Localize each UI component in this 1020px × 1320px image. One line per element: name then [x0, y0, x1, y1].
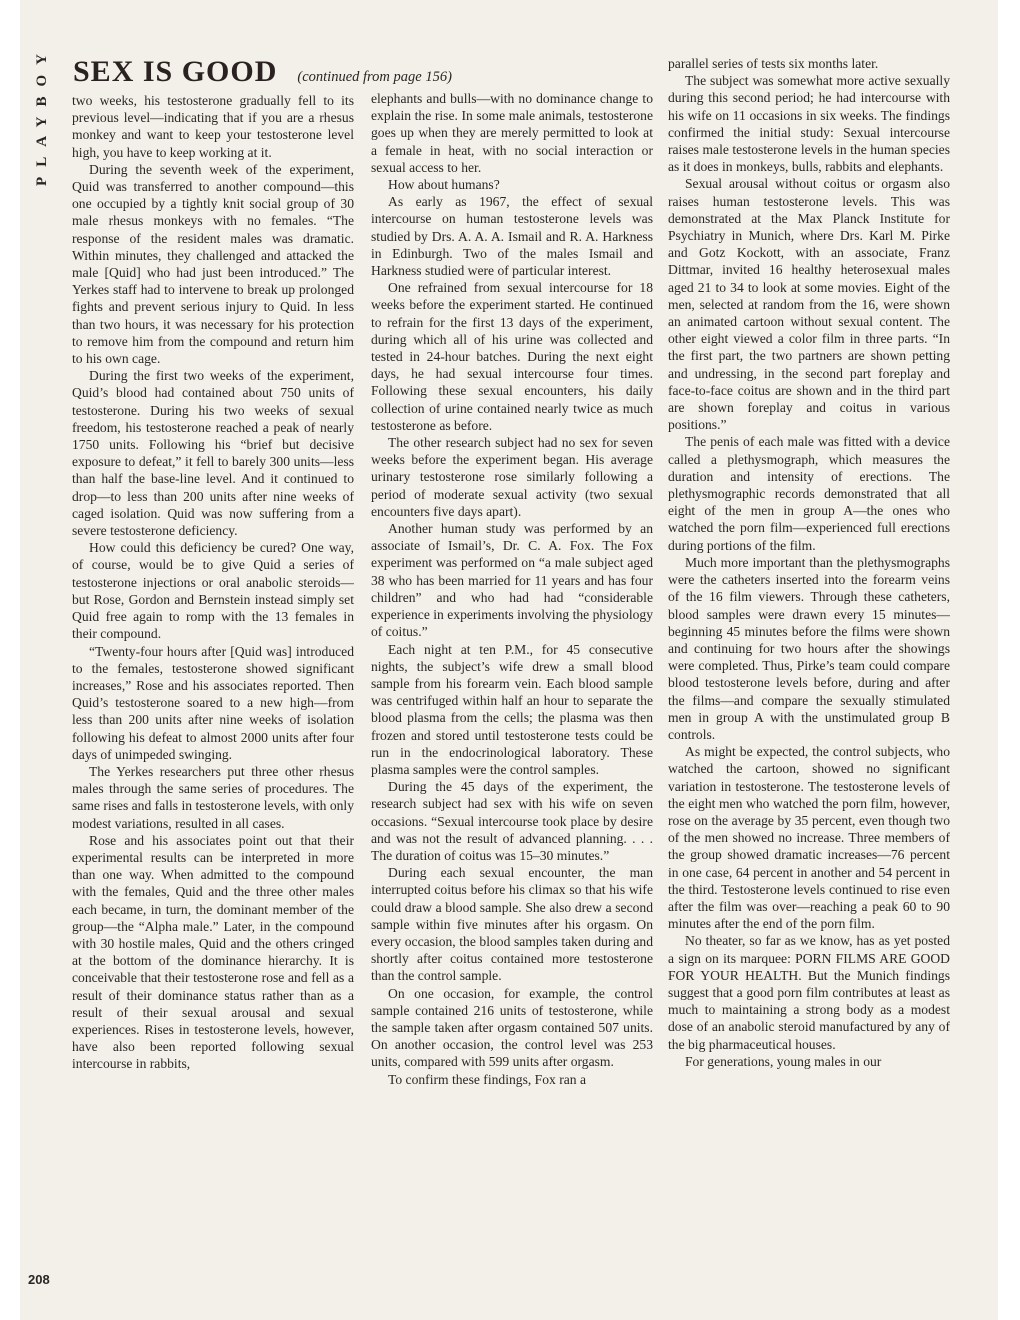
paragraph: parallel series of tests six months later.	[668, 56, 879, 71]
paragraph: No theater, so far as we know, has as yet posted a sign on its marquee: PORN FILMS ARE GOOD FOR YOUR HEALTH. But the Munich findings suggest that a good porn film contributes at least as much to maintaining a strong body as a modest dose of an anabolic steroid manufactured by any of the big pharmaceutical houses.	[668, 933, 950, 1052]
paragraph: Rose and his associates point out that their experimental results can be interpreted in more than one way. When admitted to the compound with the females, Quid and the three other males each became, in turn, the dominant member of the group—the “Alpha male.” Later, in the compound with 30 hostile males, Quid and the others cringed at the bottom of the dominance hierarchy. It is conceivable that their testosterone rose and fell as a result of their dominance status rather than as a result of their sexual arousal and sexual experiences. Rises in testosterone levels, however, have also been reported following sexual intercourse in rabbits,	[72, 832, 354, 1072]
magazine-name: PLAYBOY	[34, 44, 50, 186]
text-column-3	[668, 0, 950, 1296]
paragraph: Much more important than the plethysmographs were the catheters inserted into the forearm veins of the 16 film viewers. Through these catheters, blood samples were drawn every 15 minutes—beginning 45 minutes before the films were shown and continuing for two hours after the showings were completed. Thus, Pirke’s team could compare blood testosterone levels before, during and after the films—and compare the sexually stimulated men in group A with the unstimulated group B controls.	[668, 554, 950, 742]
paragraph: During the first two weeks of the experiment, Quid’s blood had contained about 750 units of testosterone. During his two weeks of sexual freedom, his testosterone reached a peak of nearly 1750 units. Following his “brief but decisive exposure to defeat,” it fell to barely 300 units—less than half the base-line level. And it continued to drop—to less than 200 units after nine weeks of caged isolation. Quid was now suffering from a severe testosterone deficiency.	[72, 368, 354, 539]
paragraph: Sexual arousal without coitus or orgasm also raises human testosterone levels. This was demonstrated at the Max Planck Institute for Psychiatry in Munich, where Drs. Karl M. Pirke and Gotz Kockott, with an associate, Franz Dittmar, invited 16 healthy heterosexual males aged 21 to 34 to look at some movies. Eight of the men, selected at random from the 16, were shown an animated cartoon without sexual content. The other eight viewed a color film in three parts. “In the first part, the two partners are shown petting and undressing, in the second part foreplay and face-to-face coitus are shown and in the third part are shown foreplay and coitus in various positions.”	[668, 176, 950, 433]
text-column-2	[371, 0, 653, 1296]
page-number: 208	[28, 1272, 50, 1287]
paragraph: During the seventh week of the experiment, Quid was transferred to another compound—this one occupied by a tightly knit social group of 30 male rhesus monkeys with no females. “The response of the resident males was dramatic. Within minutes, they challenged and attacked the male [Quid] who had just been introduced.” The Yerkes staff had to intervene to break up prolonged fights and prevent serious injury to Quid. In less than two hours, it was necessary for his protection to remove him from the compound and return him to his own cage.	[72, 161, 354, 367]
paragraph: One refrained from sexual intercourse for 18 weeks before the experiment started. He continued to refrain for the first 13 days of the experiment, during which all of his urine was collected and tested in 24-hour batches. During the next eight days, he had sexual intercourse four times. Following these sexual encounters, his daily collection of urine contained nearly twice as much testosterone as before.	[371, 280, 653, 433]
paragraph: During the 45 days of the experiment, the research subject had sex with his wife on seven occasions. “Sexual intercourse took place by desire and was not the result of advanced planning. . . . The duration of coitus was 15–30 minutes.”	[371, 779, 653, 863]
magazine-page	[20, 0, 998, 1320]
paragraph: two weeks, his testosterone gradually fell to its previous level—indicating that if you are a rhesus monkey and want to keep your testosterone level high, you have to keep working at it.	[72, 93, 354, 160]
paragraph: How could this deficiency be cured? One way, of course, would be to give Quid a series of testosterone injections or oral anabolic steroids—but Rose, Gordon and Bernstein instead simply set Quid free again to romp with the 13 females in their compound.	[72, 540, 354, 642]
paragraph: elephants and bulls—with no dominance change to explain the rise. In some male animals, testosterone goes up when they are merely permitted to look at a female in heat, with no social interaction or sexual access to her.	[371, 91, 653, 175]
paragraph: On one occasion, for example, the control sample contained 216 units of testosterone, while the sample taken after orgasm contained 507 units. On another occasion, the control level was 253 units, compared with 599 units after orgasm.	[371, 985, 653, 1070]
paragraph: The Yerkes researchers put three other rhesus males through the same series of procedures. The same rises and falls in testosterone levels, with only modest variations, resulted in all cases.	[72, 763, 354, 831]
paragraph: During each sexual encounter, the man interrupted coitus before his climax so that his wife could draw a blood sample. She also drew a second sample within five minutes after his orgasm. On every occasion, the blood samples taken during and shortly after coitus contained more testosterone than the control sample.	[371, 865, 653, 984]
paragraph: As early as 1967, the effect of sexual intercourse on human testosterone levels was studied by Drs. A. A. A. Ismail and R. A. Harkness in Edinburgh. Two of the males Ismail and Harkness studied were of particular interest.	[371, 194, 653, 279]
continued-note: (continued from page 156)	[297, 69, 452, 85]
paragraph: The subject was somewhat more active sexually during this second period; he had intercourse with his wife on 11 occasions in six weeks. The findings confirmed the initial study: Sexual intercourse raises male testosterone levels in the human species as it does in monkeys, bulls, rabbits and elephants.	[668, 73, 950, 175]
paragraph: For generations, young males in our	[685, 1053, 882, 1069]
paragraph: “Twenty-four hours after [Quid was] introduced to the females, testosterone showed significant increases,” Rose and his associates reported. Then Quid’s testosterone soared to a new high—from less than 200 units after nine weeks of isolation following his defeat to almost 2000 units after four days of unimpeded swinging.	[72, 643, 354, 762]
paragraph: Another human study was performed by an associate of Ismail’s, Dr. C. A. Fox. The Fox experiment was performed on “a male subject aged 38 who has been married for 11 years and has four children” and who had had “considerable experience in experiments involving the physiology of coitus.”	[371, 521, 653, 640]
article-title: SEX IS GOOD	[73, 55, 278, 88]
paragraph: Each night at ten P.M., for 45 consecutive nights, the subject’s wife drew a small blood sample from his forearm vein. Each blood sample was centrifuged within half an hour to separate the blood plasma from the cells; the plasma was then frozen and stored until testosterone tests could be run in the endocrinological laboratory. These plasma samples were the control samples.	[371, 641, 653, 777]
paragraph: The other research subject had no sex for seven weeks before the experiment began. His average urinary testosterone rose similarly following a period of moderate sexual activity (two sexual encounters five days apart).	[371, 435, 653, 519]
paragraph: To confirm these findings, Fox ran a	[388, 1071, 587, 1087]
paragraph: How about humans?	[388, 177, 500, 193]
paragraph: As might be expected, the control subjects, who watched the cartoon, showed no significant variation in testosterone. The testosterone levels of the eight men who watched the porn film, however, rose on the average by 35 percent, even though two of the men showed no increase. Three members of the group showed dramatic increases—76 percent in one case, 64 percent in another and 54 percent in the third. Testosterone levels continued to rise even after the film was over—reaching a peak 60 to 90 minutes after the end of the porn film.	[668, 744, 950, 932]
paragraph: The penis of each male was fitted with a device called a plethysmograph, which measures the duration and intensity of erections. The plethysmographic records demonstrated that all eight of the men in group A—the ones who watched the porn film—experienced full erections during portions of the film.	[668, 434, 950, 553]
text-column-1	[72, 0, 354, 1294]
